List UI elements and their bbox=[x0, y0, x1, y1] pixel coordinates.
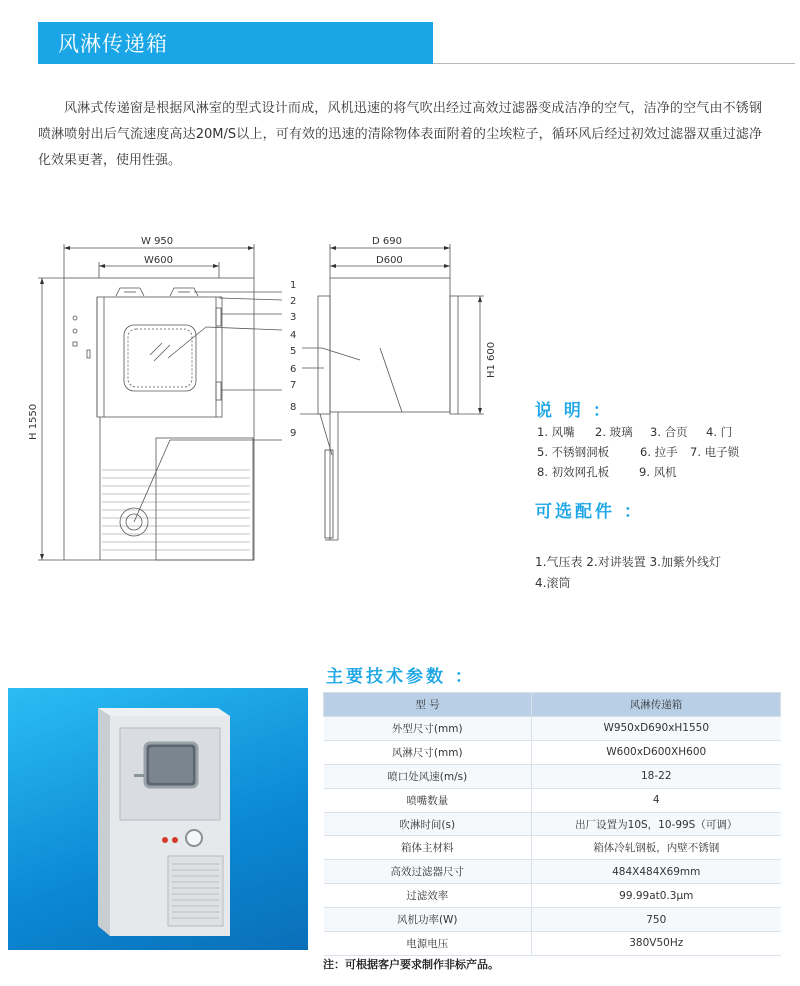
table-row bbox=[324, 932, 781, 956]
product-photo bbox=[8, 688, 308, 950]
spec-label: 风淋尺寸(mm) bbox=[324, 740, 532, 764]
intro-paragraph: 风淋式传递窗是根据风淋室的型式设计而成，风机迅速的将气吹出经过高效过滤器变成洁净的空气，洁净的空气由不锈钢喷淋喷射出后气流速度高达20M/S以上，可有效的迅速的清除物体表面附着的尘埃粒子，循环风后经过初效过滤器双重过滤净化效果更著，使用性强。 bbox=[38, 101, 762, 168]
callout-6: 6 bbox=[290, 364, 297, 375]
spec-label: 外型尺寸(mm) bbox=[324, 717, 532, 741]
legend-item: 5. 不锈钢洞板 bbox=[537, 445, 610, 459]
spec-label: 吹淋时间(s) bbox=[324, 812, 532, 836]
spec-label: 箱体主材料 bbox=[324, 836, 532, 860]
spec-value: 18-22 bbox=[532, 764, 781, 788]
spec-label: 喷口处风速(m/s) bbox=[324, 764, 532, 788]
pass-box-illustration bbox=[8, 688, 308, 950]
table-row bbox=[324, 884, 781, 908]
dim-w600: W600 bbox=[144, 255, 173, 266]
table-row bbox=[324, 908, 781, 932]
dim-h1550: H 1550 bbox=[28, 403, 39, 440]
table-row bbox=[324, 740, 781, 764]
callout-4: 4 bbox=[290, 330, 297, 341]
spec-header-row bbox=[324, 693, 781, 717]
spec-label: 喷嘴数量 bbox=[324, 788, 532, 812]
spec-value: 4 bbox=[532, 788, 781, 812]
legend-item: 2. 玻璃 bbox=[595, 425, 633, 439]
callout-5: 5 bbox=[290, 346, 297, 357]
table-row bbox=[324, 764, 781, 788]
spec-label: 电源电压 bbox=[324, 932, 532, 956]
table-row bbox=[324, 788, 781, 812]
legend-heading: 说 明 ： bbox=[535, 401, 613, 421]
side-view-upper bbox=[330, 278, 450, 412]
spec-heading: 主要技术参数 ： bbox=[326, 667, 475, 687]
dim-d600: D600 bbox=[376, 255, 403, 266]
legend-item: 3. 合页 bbox=[650, 425, 688, 439]
callout-2: 2 bbox=[290, 296, 297, 307]
legend-item: 4. 门 bbox=[706, 425, 733, 439]
dim-h1600: H1 600 bbox=[486, 341, 497, 378]
callout-9: 9 bbox=[290, 428, 297, 439]
legend-item: 6. 拉手 bbox=[640, 445, 678, 459]
spec-value: 出厂设置为10S，10-99S（可调） bbox=[532, 812, 781, 836]
spec-header-product: 风淋传递箱 bbox=[532, 693, 781, 717]
table-row bbox=[324, 717, 781, 741]
spec-value: 380V50Hz bbox=[532, 932, 781, 956]
callout-7: 7 bbox=[290, 380, 297, 391]
callout-1: 1 bbox=[290, 280, 297, 291]
options-line-1: 1.气压表 2.对讲装置 3.加紫外线灯 bbox=[535, 555, 721, 569]
spec-value: 750 bbox=[532, 908, 781, 932]
spec-label: 高效过滤器尺寸 bbox=[324, 860, 532, 884]
technical-drawing bbox=[20, 230, 520, 590]
spec-label: 过滤效率 bbox=[324, 884, 532, 908]
legend-item: 1. 风嘴 bbox=[537, 425, 575, 439]
glass-window bbox=[124, 325, 196, 391]
options-heading: 可选配件 ： bbox=[535, 502, 644, 522]
options-line-2: 4.滚筒 bbox=[535, 576, 571, 590]
spec-value: 99.99at0.3μm bbox=[532, 884, 781, 908]
dim-d690: D 690 bbox=[372, 236, 402, 247]
spec-table bbox=[323, 692, 781, 956]
spec-value: W600xD600XH600 bbox=[532, 740, 781, 764]
legend-item: 9. 风机 bbox=[639, 465, 677, 479]
table-row bbox=[324, 860, 781, 884]
table-row bbox=[324, 812, 781, 836]
callout-8: 8 bbox=[290, 402, 297, 413]
spec-value: 箱体冷轧钢板，内壁不锈钢 bbox=[532, 836, 781, 860]
callout-3: 3 bbox=[290, 312, 297, 323]
spec-value: 484X484X69mm bbox=[532, 860, 781, 884]
footnote: 注：可根据客户要求制作非标产品。 bbox=[323, 958, 499, 971]
table-row bbox=[324, 836, 781, 860]
legend-item: 8. 初效网孔板 bbox=[537, 465, 610, 479]
legend-row-3 bbox=[537, 464, 677, 480]
header-divider bbox=[433, 63, 795, 64]
page-title: 风淋传递箱 bbox=[58, 32, 168, 56]
spec-value: W950xD690xH1550 bbox=[532, 717, 781, 741]
legend-row-2 bbox=[537, 444, 739, 460]
legend-item: 7. 电子锁 bbox=[690, 445, 740, 459]
spec-header-model: 型 号 bbox=[324, 693, 532, 717]
legend-row-1 bbox=[537, 424, 732, 440]
dim-w950: W 950 bbox=[141, 236, 174, 247]
spec-label: 风机功率(W) bbox=[324, 908, 532, 932]
